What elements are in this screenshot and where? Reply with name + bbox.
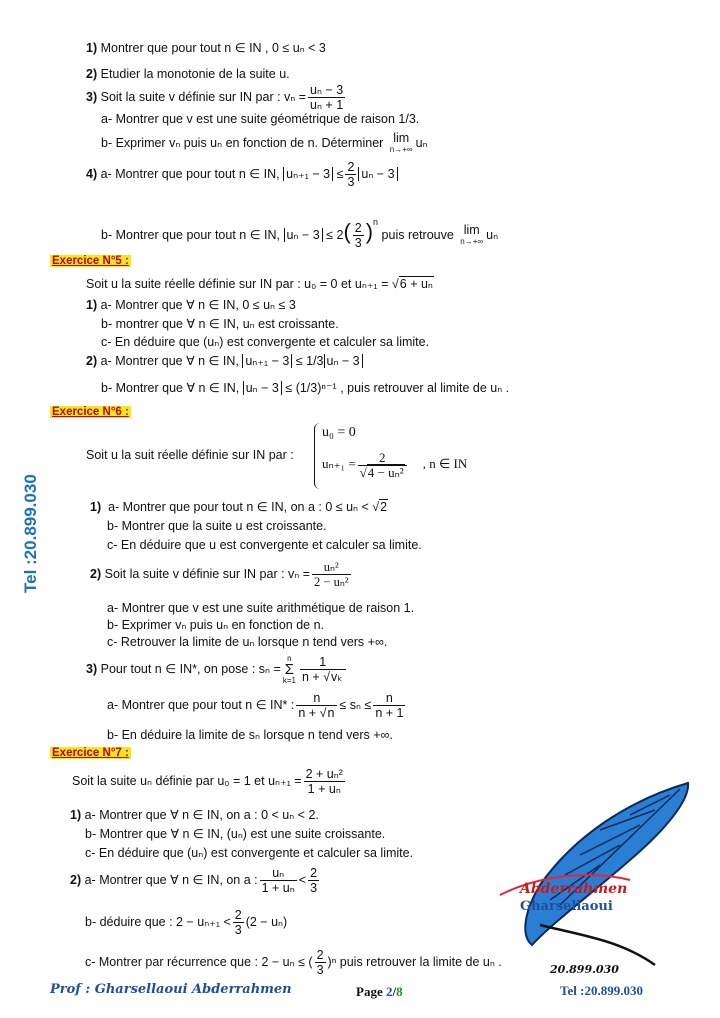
ex7-q2-label: 2) <box>70 873 82 887</box>
q4b-exp: n <box>373 217 379 227</box>
q3a-line: a- Montrer que v est une suite géométrique de raison 1/3. <box>101 112 420 126</box>
ex6-q3-den-sqrt: vₖ <box>331 670 343 685</box>
ex6-q1a-sqrt: 2 <box>380 500 388 514</box>
q4b-den: 3 <box>354 236 362 251</box>
footer-author: Prof : Gharsellaoui Abderrahmen <box>50 982 292 997</box>
lim-sub-2: n→+∞ <box>460 236 484 246</box>
ex6-q3a-n1: n <box>296 691 337 706</box>
ex6-q2-den: 2 − uₙ² <box>314 575 349 590</box>
ex7-q1c: c- En déduire que (uₙ) est convergente et calculer sa limite. <box>85 846 414 860</box>
q4a-den: 3 <box>347 175 355 190</box>
ex7-q2b-den: 3 <box>234 923 242 938</box>
q4a-text: a- Montrer que pour tout n ∈ IN, <box>100 167 280 181</box>
ex6-q1c: c- En déduire que u est convergente et calculer sa limite. <box>107 538 422 552</box>
feather-shape <box>525 783 688 945</box>
q3-line <box>86 82 347 112</box>
ex6-q3a-frac2 <box>373 691 405 720</box>
ex7-q2b-text: b- déduire que : <box>85 915 173 929</box>
ex6-q3a-line <box>107 688 407 722</box>
ex6-sys2-line <box>322 446 467 482</box>
ex5-intro-text: Soit u la suite réelle définie sur IN par : u₀ = 0 et <box>86 277 352 291</box>
ex7-q2b-left: 2 − uₙ₊₁ < <box>176 915 231 929</box>
q4b-end: puis retrouve <box>381 228 454 242</box>
ex6-q3-sum <box>283 654 296 685</box>
q4b-left: uₙ − 3 <box>284 228 323 242</box>
footer-page-label: Page <box>356 984 383 999</box>
ex5-q2-label: 2) <box>86 354 98 368</box>
ex7-q2a-den2: 3 <box>310 881 318 896</box>
footer-page-current: 2 <box>385 984 393 999</box>
ex6-q2c: c- Retrouver la limite de uₙ lorsque n tend vers +∞. <box>107 635 388 649</box>
ex5-q1a-line <box>86 297 296 313</box>
ex7-q2a-rel: < <box>298 873 307 887</box>
ex6-sys2-fraction <box>358 451 407 480</box>
ex6-q1b: b- Montrer que la suite u est croissante. <box>107 519 327 533</box>
q1-line <box>86 40 326 56</box>
ex5-q2b-end: , puis retrouver al limite de uₙ . <box>340 381 510 395</box>
q3-fraction <box>308 83 345 112</box>
sum-top: n <box>287 654 292 664</box>
ex6-q3a-mid: ≤ sₙ ≤ <box>339 698 372 712</box>
q2-text: Etudier la monotonie de la suite u. <box>100 67 290 81</box>
ex6-intro: Soit u la suit réelle définie sur IN par : <box>86 448 294 462</box>
q3b-line <box>101 131 428 155</box>
q3-label: 3) <box>86 90 98 104</box>
ex7-q2b-right: (2 − uₙ) <box>245 915 288 929</box>
ex6-q3a-text: a- Montrer que pour tout n ∈ IN* : <box>107 698 295 712</box>
ex5-q2b-rel: ≤ (1/3)ⁿ⁻¹ <box>285 381 337 395</box>
logo-phone: 20.899.030 <box>550 963 619 976</box>
ex5-q1-label: 1) <box>86 298 98 312</box>
ex7-q2a-frac2 <box>308 866 319 895</box>
ex7-q2a-frac1 <box>260 866 297 895</box>
ex5-q1b: b- montrer que ∀ n ∈ IN, uₙ est croissante. <box>101 317 339 331</box>
ex6-q2a: a- Montrer que v est une suite arithmétique de raison 1. <box>107 601 415 615</box>
feather-quill <box>540 925 655 965</box>
ex7-q2c-end: puis retrouver la limite de uₙ . <box>339 955 502 969</box>
ex5-q2b-text: b- Montrer que ∀ n ∈ IN, <box>101 381 240 395</box>
q4b-num: 2 <box>354 221 362 236</box>
ex6-q3a-d2: n + 1 <box>375 706 404 721</box>
ex7-intro <box>72 763 347 799</box>
q3b-lim <box>389 130 413 155</box>
ex6-q1a-line: 1) a- Montrer que pour tout n ∈ IN, on a : 0 ≤ uₙ < √2 <box>90 500 388 514</box>
footer-tel: Tel :20.899.030 <box>560 983 643 998</box>
lim-word: lim <box>393 130 410 145</box>
ex6-q2-num: uₙ² <box>312 560 351 575</box>
ex7-intro-den: 1 + uₙ <box>307 782 341 797</box>
ex7-q2b-fraction <box>233 908 244 937</box>
q2-line <box>86 66 290 82</box>
ex7-intro-num: 2 + uₙ² <box>305 767 343 782</box>
ex6-sys-end: , n ∈ IN <box>422 456 468 471</box>
ex6-q3-label: 3) <box>86 662 98 676</box>
q4a-num: 2 <box>347 160 355 175</box>
ex7-q1a-line <box>70 807 319 823</box>
q2-label: 2) <box>86 67 98 81</box>
lim-arg-2: uₙ <box>486 228 499 242</box>
ex6-sys2-den: √4 − uₙ² <box>359 464 404 480</box>
ex6-q3-num: 1 <box>300 655 346 670</box>
q4a-rel: ≤ <box>336 167 344 181</box>
ex5-title-text: Exercice N°5 : <box>52 255 129 267</box>
lim-arg: uₙ <box>415 136 428 150</box>
ex7-title-text: Exercice N°7 : <box>52 747 129 759</box>
ex6-q3-fraction <box>300 655 346 684</box>
ex6-q3a-n2: n <box>373 691 405 706</box>
ex6-q3a-d1-sqrt: n <box>327 706 335 721</box>
lim-word-2: lim <box>463 222 480 237</box>
ex6-q1-label: 1) <box>90 500 102 514</box>
ex6-q3a-d1-pre: n + <box>298 706 317 721</box>
side-phone <box>2 455 52 595</box>
ex5-q2a-mid: ≤ 1/3 <box>295 354 324 368</box>
ex7-q2c-left: 2 − uₙ ≤ ( <box>261 955 313 969</box>
ex6-title <box>50 403 131 420</box>
ex7-q2c-line <box>85 944 502 980</box>
q4a-line <box>86 158 398 190</box>
q4-label: 4) <box>86 167 98 181</box>
ex7-q2b-num: 2 <box>234 908 242 923</box>
ex5-q2b-left: uₙ − 3 <box>243 381 282 395</box>
q1-label: 1) <box>86 41 98 55</box>
q4b-lim <box>460 222 484 247</box>
ex5-title <box>50 252 131 269</box>
ex5-q2a-left: uₙ₊₁ − 3 <box>242 354 292 368</box>
logo-name1: Abderrahmen <box>520 881 628 897</box>
q3-den: uₙ + 1 <box>310 98 344 113</box>
ex6-q3b: b- En déduire la limite de sₙ lorsque n tend vers +∞. <box>107 728 393 742</box>
sum-symbol: Σ <box>284 661 295 679</box>
ex6-q2-label: 2) <box>90 567 102 581</box>
ex6-q3-text: Pour tout n ∈ IN*, on pose : sₙ = <box>100 662 281 676</box>
q4b-paren-close: ) <box>365 219 374 244</box>
q4b-line <box>101 204 498 253</box>
ex7-q2a-num2: 2 <box>310 866 318 881</box>
footer-page <box>356 984 403 1000</box>
q4b-fraction <box>353 221 364 250</box>
ex6-q3-den-pre: n + <box>301 670 320 685</box>
ex7-intro-rec: uₙ₊₁ = <box>268 774 302 788</box>
ex6-q3-den: n + √vₖ <box>301 670 343 685</box>
ex7-q1-label: 1) <box>70 808 82 822</box>
ex6-title-text: Exercice N°6 : <box>52 406 129 418</box>
ex5-intro-rec: uₙ₊₁ = <box>354 277 389 291</box>
ex7-q2a-num: uₙ <box>260 866 297 881</box>
logo-name2: Gharsellaoui <box>520 899 613 914</box>
ex6-q2-text: Soit la suite v définie sur IN par : vₙ = <box>104 567 311 581</box>
ex7-q2a-den: 1 + uₙ <box>261 881 295 896</box>
ex7-q2a-line <box>70 862 321 898</box>
ex7-intro-text: Soit la suite uₙ définie par u₀ = 1 et <box>72 774 265 788</box>
ex5-q2a-line <box>86 353 363 369</box>
q4a-fraction <box>345 160 356 189</box>
ex5-q2a-text: a- Montrer que ∀ n ∈ IN, <box>100 354 239 368</box>
ex6-sys1: u₀ = 0 <box>322 425 356 440</box>
ex5-q2b-line <box>101 380 509 396</box>
q4b-rel: ≤ 2 <box>326 228 344 242</box>
ex7-q2c-den: 3 <box>316 963 324 978</box>
footer-page-sep: / <box>392 984 397 999</box>
ex5-q1c: c- En déduire que (uₙ) est convergente et calculer sa limite. <box>101 335 430 349</box>
q4b-text: b- Montrer que pour tout n ∈ IN, <box>101 228 281 242</box>
ex6-q2-line <box>90 556 353 592</box>
ex7-q2b-line <box>85 904 287 940</box>
q1-text: Montrer que pour tout n ∈ IN , 0 ≤ uₙ < 3 <box>100 41 326 55</box>
ex6-q3a-frac1 <box>296 691 337 720</box>
q4b-paren-open: ( <box>343 219 351 244</box>
side-phone-text: Tel :20.899.030 <box>21 474 40 593</box>
ex5-intro-sqrt: 6 + uₙ <box>399 277 433 291</box>
ex7-intro-fraction <box>304 767 345 796</box>
ex6-q2b: b- Exprimer vₙ puis uₙ en fonction de n. <box>107 618 325 632</box>
ex6-sys2: uₙ₊₁ = <box>322 456 356 471</box>
ex7-q2c-num: 2 <box>316 948 324 963</box>
ex7-q1a: a- Montrer que ∀ n ∈ IN, on a : 0 < uₙ < 2. <box>84 808 319 822</box>
ex7-q2c-text: c- Montrer par récurrence que : <box>85 955 258 969</box>
ex7-q2c-exp: )ⁿ <box>327 955 337 969</box>
footer-page-total: 8 <box>396 984 403 999</box>
ex7-q2c-fraction <box>315 948 326 977</box>
ex6-q3-line <box>86 652 348 686</box>
ex5-q2a-right: uₙ − 3 <box>324 354 363 368</box>
q4a-right: uₙ − 3 <box>358 167 397 181</box>
lim-sub: n→+∞ <box>389 144 413 154</box>
sum-bottom: k=1 <box>282 676 296 686</box>
ex6-q1a-text: a- Montrer que pour tout n ∈ IN, on a : 0 ≤ uₙ < <box>108 500 369 514</box>
ex7-q2a-text: a- Montrer que ∀ n ∈ IN, on a : <box>84 873 258 887</box>
q3b-text: b- Exprimer vₙ puis uₙ en fonction de n. Déterminer <box>101 136 384 150</box>
q3-num: uₙ − 3 <box>310 83 344 98</box>
ex7-q1b: b- Montrer que ∀ n ∈ IN, (uₙ) est une suite croissante. <box>85 827 386 841</box>
ex5-q1a: a- Montrer que ∀ n ∈ IN, 0 ≤ uₙ ≤ 3 <box>100 298 296 312</box>
ex6-sys2-num: 2 <box>358 451 407 466</box>
ex5-intro: Soit u la suite réelle définie sur IN par : u₀ = 0 et uₙ₊₁ = √6 + uₙ <box>86 277 433 291</box>
feather-logo <box>480 775 705 980</box>
ex6-q2-fraction <box>312 560 351 589</box>
ex6-sys2-den-sqrt: 4 − uₙ² <box>367 464 404 480</box>
q3-text: Soit la suite v définie sur IN par : vₙ = <box>100 90 307 104</box>
q4a-left: uₙ₊₁ − 3 <box>283 167 333 181</box>
ex7-title <box>50 744 131 761</box>
ex6-q3a-d1: n + √n <box>298 706 335 721</box>
